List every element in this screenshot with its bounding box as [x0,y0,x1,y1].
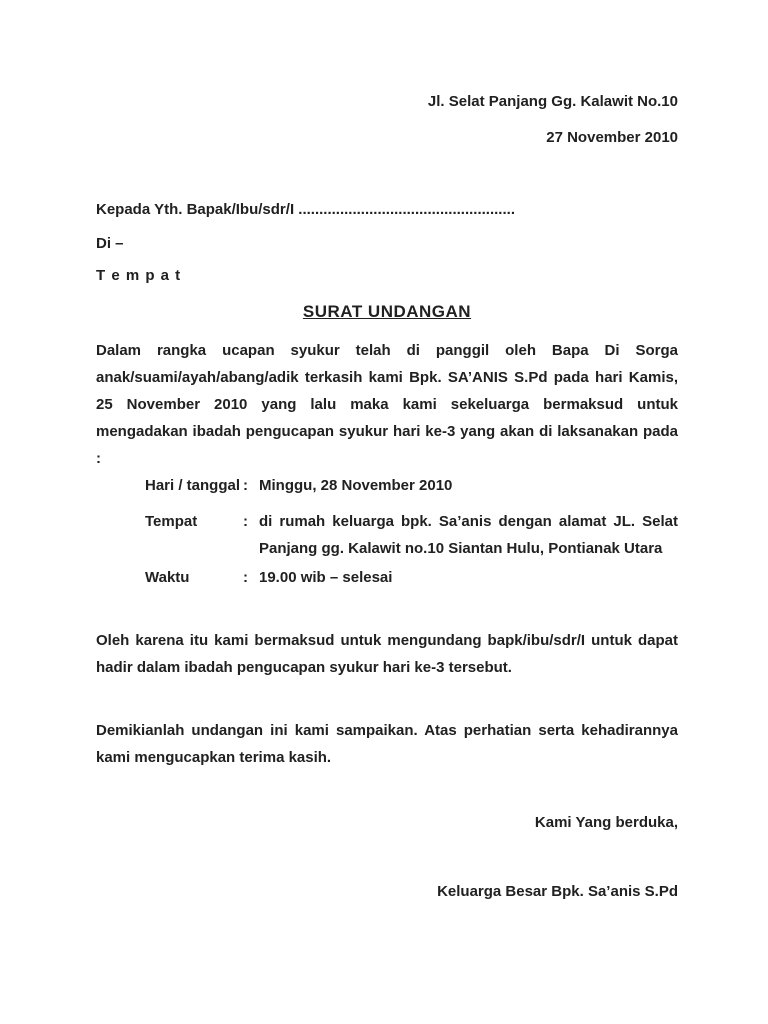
sender-address: Jl. Selat Panjang Gg. Kalawit No.10 [427,93,678,110]
detail-label-time: Waktu [145,569,190,586]
event-details-list [96,472,678,591]
letter-date: 27 November 2010 [546,129,678,146]
closing-paragraph: Demikianlah undangan ini kami sampaikan. Atas perhatian serta kehadirannya kami mengucapkan terima kasih. [96,722,678,766]
opening-paragraph: Dalam rangka ucapan syukur telah di panggil oleh Bapa Di Sorga anak/suami/ayah/abang/adik terkasih kami Bpk. SA’ANIS S.Pd pada hari Kamis, 25 November 2010 yang lalu maka kami sekeluarga bermaksud untuk mengadakan ibadah pengucapan syukur hari ke-3 yang akan di laksanakan pada : [96,342,678,467]
detail-value-place: di rumah keluarga bpk. Sa’anis dengan alamat JL. Selat Panjang gg. Kalawit no.10 Siantan Hulu, Pontianak Utara [259,513,678,557]
detail-row-day-date [96,472,678,499]
recipient-to-line: Kepada Yth. Bapak/Ibu/sdr/I .................................................... [96,201,515,218]
signature-name: Keluarga Besar Bpk. Sa’anis S.Pd [437,883,678,900]
detail-value-time: 19.00 wib – selesai [259,569,393,586]
recipient-at-line: Di – [96,235,124,252]
detail-label-day-date: Hari / tanggal [145,477,241,494]
detail-row-time [96,564,678,591]
detail-separator: : [243,513,248,530]
recipient-place-line: T e m p a t [96,267,182,284]
letter-title-text: SURAT UNDANGAN [302,302,472,321]
detail-label-place: Tempat [145,513,198,530]
detail-row-place [96,508,678,562]
invitation-paragraph: Oleh karena itu kami bermaksud untuk mengundang bapk/ibu/sdr/I untuk dapat hadir dalam ibadah pengucapan syukur hari ke-3 tersebut. [96,632,678,676]
signature-salutation: Kami Yang berduka, [534,814,678,831]
detail-separator: : [243,477,248,494]
detail-separator: : [243,569,248,586]
letter-title [96,298,678,325]
detail-value-day-date: Minggu, 28 November 2010 [259,477,453,494]
